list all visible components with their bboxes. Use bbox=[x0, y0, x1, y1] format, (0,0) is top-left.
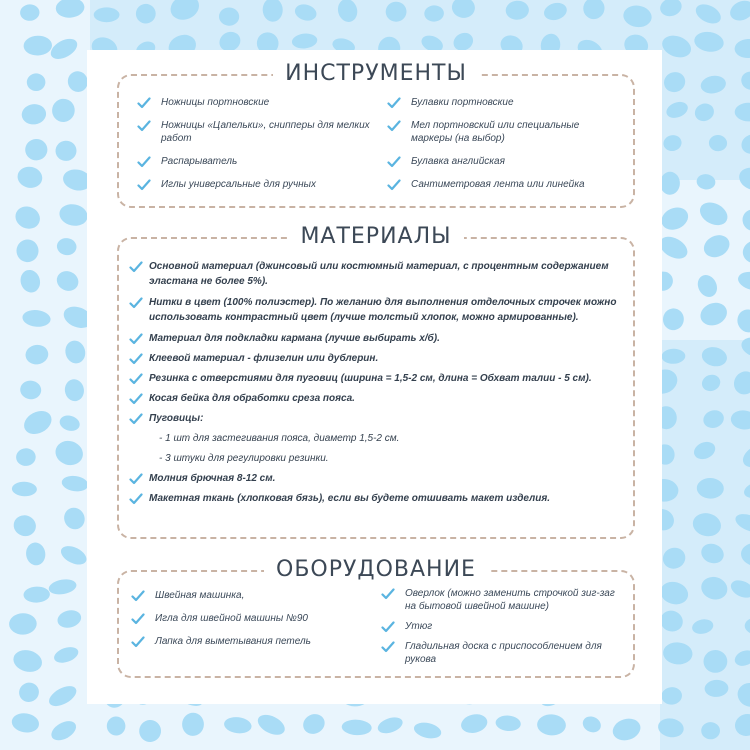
checklist-item bbox=[133, 155, 373, 168]
checklist-item bbox=[127, 371, 623, 386]
checklist-item-text: Ножницы «Цапельки», снипперы для мелких работ bbox=[161, 120, 370, 144]
checklist-item-text: Нитки в цвет (100% полиэстер). По желанию для выполнения отделочных строчек можно использовать контрастный цвет (лучше толстый хлопок, можно армированные). bbox=[149, 297, 617, 323]
checklist-item-text: Резинка с отверстиями для пуговиц (ширина = 1,5-2 см, длина = Обхват талии - 5 см). bbox=[149, 373, 592, 384]
checklist-item bbox=[383, 96, 623, 109]
item-spacer bbox=[127, 602, 367, 612]
check-icon bbox=[387, 155, 401, 169]
checklist-item-text: Косая бейка для обработки среза пояса. bbox=[149, 393, 355, 404]
materials-list bbox=[127, 259, 623, 506]
checklist-item-text: Макетная ткань (хлопковая бязь), если вы будете отшивать макет изделия. bbox=[149, 493, 551, 504]
checklist-item-text: Сантиметровая лента или линейка bbox=[411, 179, 585, 190]
check-icon bbox=[137, 96, 151, 110]
checklist-item-text: Распарыватель bbox=[161, 156, 238, 167]
checklist-subitem bbox=[127, 451, 623, 466]
check-icon bbox=[137, 119, 151, 133]
check-icon bbox=[381, 587, 395, 601]
checklist-item bbox=[127, 411, 623, 426]
tools-left-column bbox=[133, 96, 373, 191]
checklist-item-text: Оверлок (можно заменить строчкой зиг-заг на бытовой швейной машине) bbox=[405, 588, 615, 612]
checklist-item bbox=[133, 178, 373, 191]
checklist-item-text: Клеевой материал - флизелин или дублерин. bbox=[149, 353, 379, 364]
checklist-item bbox=[127, 589, 367, 602]
checklist-item-text: - 1 шт для застегивания пояса, диаметр 1,5-2 см. bbox=[159, 433, 400, 444]
checklist-item bbox=[133, 119, 373, 145]
checklist-item bbox=[127, 259, 623, 289]
item-spacer bbox=[383, 109, 623, 119]
checklist-item-text: Игла для швейной машины №90 bbox=[155, 613, 308, 624]
check-icon bbox=[129, 472, 143, 486]
check-icon bbox=[381, 620, 395, 634]
check-icon bbox=[129, 372, 143, 386]
equipment-left-column bbox=[127, 589, 367, 648]
content-card bbox=[87, 50, 662, 704]
check-icon bbox=[387, 96, 401, 110]
equipment-title: ОБОРУДОВАНИЕ bbox=[264, 555, 488, 585]
checklist-item-text: Швейная машинка, bbox=[155, 590, 245, 601]
checklist-item-text: Иглы универсальные для ручных bbox=[161, 179, 317, 190]
check-icon bbox=[131, 612, 145, 626]
item-spacer bbox=[377, 613, 625, 620]
checklist-item bbox=[383, 119, 623, 145]
checklist-item-text: Мел портновский или специальные маркеры (на выбор) bbox=[411, 120, 580, 144]
equipment-right-column bbox=[377, 587, 625, 666]
item-spacer bbox=[133, 168, 373, 178]
tools-section bbox=[117, 61, 635, 208]
checklist-item bbox=[127, 391, 623, 406]
checklist-item bbox=[377, 640, 625, 666]
checklist-item bbox=[127, 612, 367, 625]
check-icon bbox=[387, 119, 401, 133]
check-icon bbox=[129, 412, 143, 426]
checklist-item bbox=[127, 331, 623, 346]
checklist-item-text: Ножницы портновские bbox=[161, 97, 270, 108]
materials-title: МАТЕРИАЛЫ bbox=[288, 222, 463, 252]
checklist-item bbox=[383, 178, 623, 191]
check-icon bbox=[137, 178, 151, 192]
checklist-subitem bbox=[127, 431, 623, 446]
checklist-item bbox=[127, 635, 367, 648]
equipment-section bbox=[117, 557, 635, 678]
item-spacer bbox=[133, 145, 373, 155]
check-icon bbox=[129, 296, 143, 310]
check-icon bbox=[381, 640, 395, 654]
checklist-item bbox=[377, 587, 625, 613]
check-icon bbox=[129, 492, 143, 506]
item-spacer bbox=[133, 109, 373, 119]
tools-right-column bbox=[383, 96, 623, 191]
check-icon bbox=[131, 589, 145, 603]
checklist-item bbox=[127, 295, 623, 325]
checklist-item bbox=[377, 620, 625, 633]
check-icon bbox=[129, 260, 143, 274]
checklist-item-text: - 3 штуки для регулировки резинки. bbox=[159, 453, 329, 464]
checklist-item bbox=[127, 351, 623, 366]
check-icon bbox=[137, 155, 151, 169]
checklist-item-text: Гладильная доска с приспособлением для рукова bbox=[405, 641, 602, 665]
check-icon bbox=[129, 332, 143, 346]
materials-section bbox=[117, 224, 635, 539]
check-icon bbox=[129, 392, 143, 406]
checklist-item bbox=[133, 96, 373, 109]
checklist-item-text: Булавки портновские bbox=[411, 97, 514, 108]
check-icon bbox=[129, 352, 143, 366]
checklist-item bbox=[127, 471, 623, 486]
item-spacer bbox=[383, 168, 623, 178]
checklist-item-text: Лапка для выметывания петель bbox=[155, 636, 311, 647]
check-icon bbox=[387, 178, 401, 192]
checklist-item-text: Булавка английская bbox=[411, 156, 505, 167]
checklist-item bbox=[127, 491, 623, 506]
item-spacer bbox=[377, 633, 625, 640]
checklist-item-text: Молния брючная 8-12 см. bbox=[149, 473, 276, 484]
bg-blob bbox=[94, 7, 120, 22]
item-spacer bbox=[383, 145, 623, 155]
checklist-item-text: Пуговицы: bbox=[149, 413, 204, 424]
tools-title: ИНСТРУМЕНТЫ bbox=[273, 59, 479, 89]
item-spacer bbox=[127, 625, 367, 635]
checklist-item-text: Основной материал (джинсовый или костюмный материал, с процентным содержанием эластана не более 5%). bbox=[149, 261, 609, 287]
check-icon bbox=[131, 635, 145, 649]
checklist-item bbox=[383, 155, 623, 168]
checklist-item-text: Утюг bbox=[405, 621, 433, 632]
checklist-item-text: Материал для подкладки кармана (лучше выбирать х/б). bbox=[149, 333, 440, 344]
